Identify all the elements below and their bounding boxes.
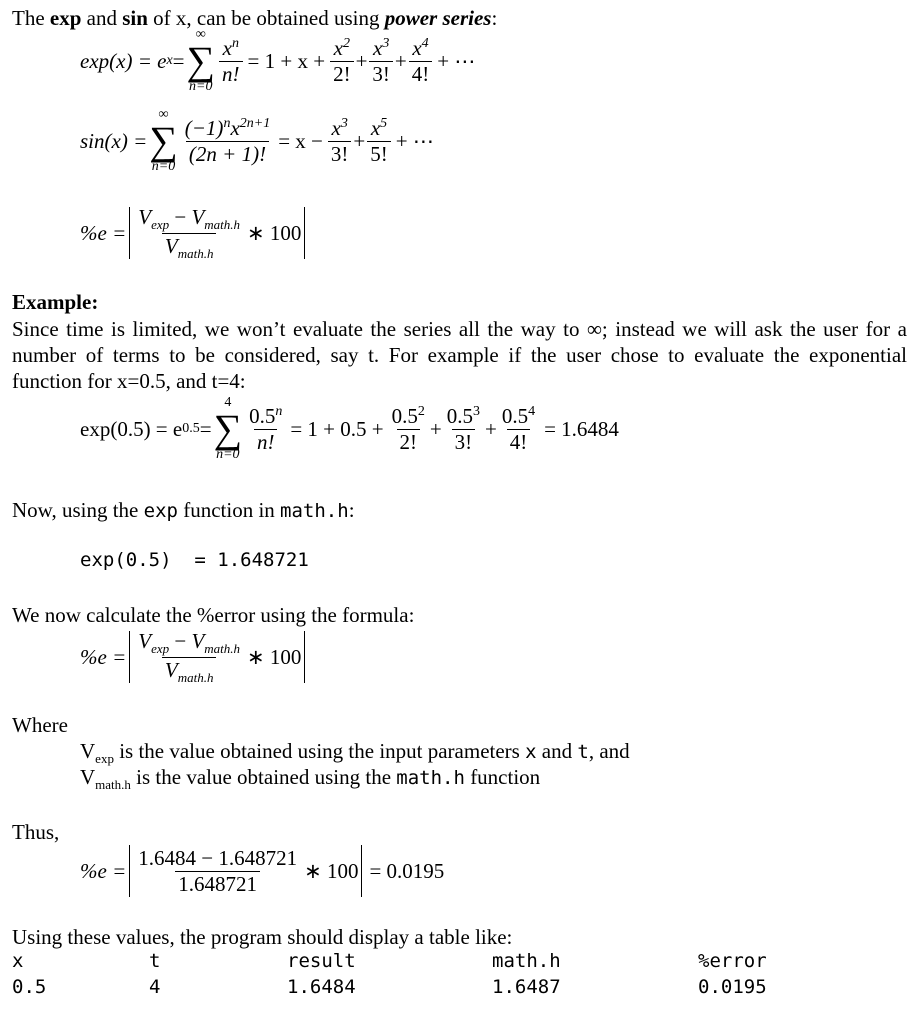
code-output-line: exp(0.5) = 1.648721 [80, 549, 309, 571]
header-error: %error [698, 950, 767, 972]
abs-bar-right [304, 631, 305, 683]
where-label: Where [12, 713, 68, 737]
table-header-row [12, 950, 792, 976]
table-intro-line: Using these values, the program should display a table like: [12, 925, 513, 949]
output-table [12, 950, 792, 1002]
thus-label: Thus, [12, 820, 60, 844]
abs-bar-left [129, 207, 130, 259]
where-line-vmath: $V_{math.h}$ is the value obtained using the math.h function [80, 765, 541, 793]
now-using-line: Now, using the exp function in math.h: [12, 498, 355, 522]
header-x: x [12, 950, 24, 972]
cell-error: 0.0195 [698, 976, 767, 998]
sin-word: sin [122, 6, 148, 30]
where-line-vexp: $V_{exp}$ is the value obtained using the input parameters x and t, and [80, 739, 630, 767]
abs-bar-left [129, 631, 130, 683]
cell-t: 4 [149, 976, 161, 998]
header-result: result [287, 950, 356, 972]
cell-x: 0.5 [12, 976, 47, 998]
example-equation: exp(0.5) = e 0.5 = 4 ∑ n=0 $\frac{0.5^n}{n!}$ = 1 + 0.5 + $\frac{0.5^2}{2!}$ + $\frac{0.5^3}{3!}$ + $\frac{0.5^4}{4!}$ = 1.6484 [80, 395, 619, 462]
abs-bar-right [361, 845, 362, 897]
example-paragraph: Since time is limited, we won’t evaluate the series all the way to ∞; instead we will ask the user for a number of terms to be considered, say t. For example if the user chose to evaluate the exponential function for x=0.5, and t=4: [12, 317, 907, 393]
cell-result: 1.6484 [287, 976, 356, 998]
calc-intro-line: We now calculate the %error using the formula: [12, 603, 415, 627]
table-row [12, 976, 792, 1002]
percent-error-formula-2: %e = $\frac{V_{exp} - V_{math.h}}{V_{math.h}}$ ∗ 100 [80, 630, 308, 685]
abs-bar-left [129, 845, 130, 897]
abs-bar-right [304, 207, 305, 259]
sin-series-equation: sin(x) = ∞ ∑ n=0 $\frac{(-1)^nx^{2n+1}}{(2n + 1)!}$ = x − $\frac{x^3}{3!}$ + $\frac{x^5}{5!}$ + ⋯ [80, 107, 434, 174]
power-series-term: power series [384, 6, 492, 30]
cell-math-h: 1.6487 [492, 976, 561, 998]
header-math-h: math.h [492, 950, 561, 972]
intro-line: The exp and sin of x, can be obtained using power series: [12, 6, 498, 30]
summation-symbol: ∞ ∑ n=0 [149, 107, 178, 174]
header-t: t [149, 950, 161, 972]
series-term-fraction: $\frac{x^n}{n!}$ [219, 37, 243, 84]
summation-symbol: ∞ ∑ n=0 [186, 27, 216, 94]
summation-symbol: 4 ∑ n=0 [213, 395, 243, 462]
numeric-error-equation: %e = $\frac{1.6484 - 1.648721}{1.648721}$ ∗ 100 = 0.0195 [80, 846, 445, 896]
exp-series-equation: exp(x) = e x = ∞ ∑ n=0 $\frac{x^n}{n!}$ = 1 + x + $\frac{x^2}{2!}$ + $\frac{x^3}{3!}$ + $\frac{x^4}{4!}$ + ⋯ [80, 27, 476, 94]
percent-error-formula: %e = $\frac{V_{exp} - V_{math.h}}{V_{math.h}}$ ∗ 100 [80, 206, 308, 261]
exp-word: exp [49, 6, 82, 30]
example-heading: Example: [12, 290, 99, 314]
